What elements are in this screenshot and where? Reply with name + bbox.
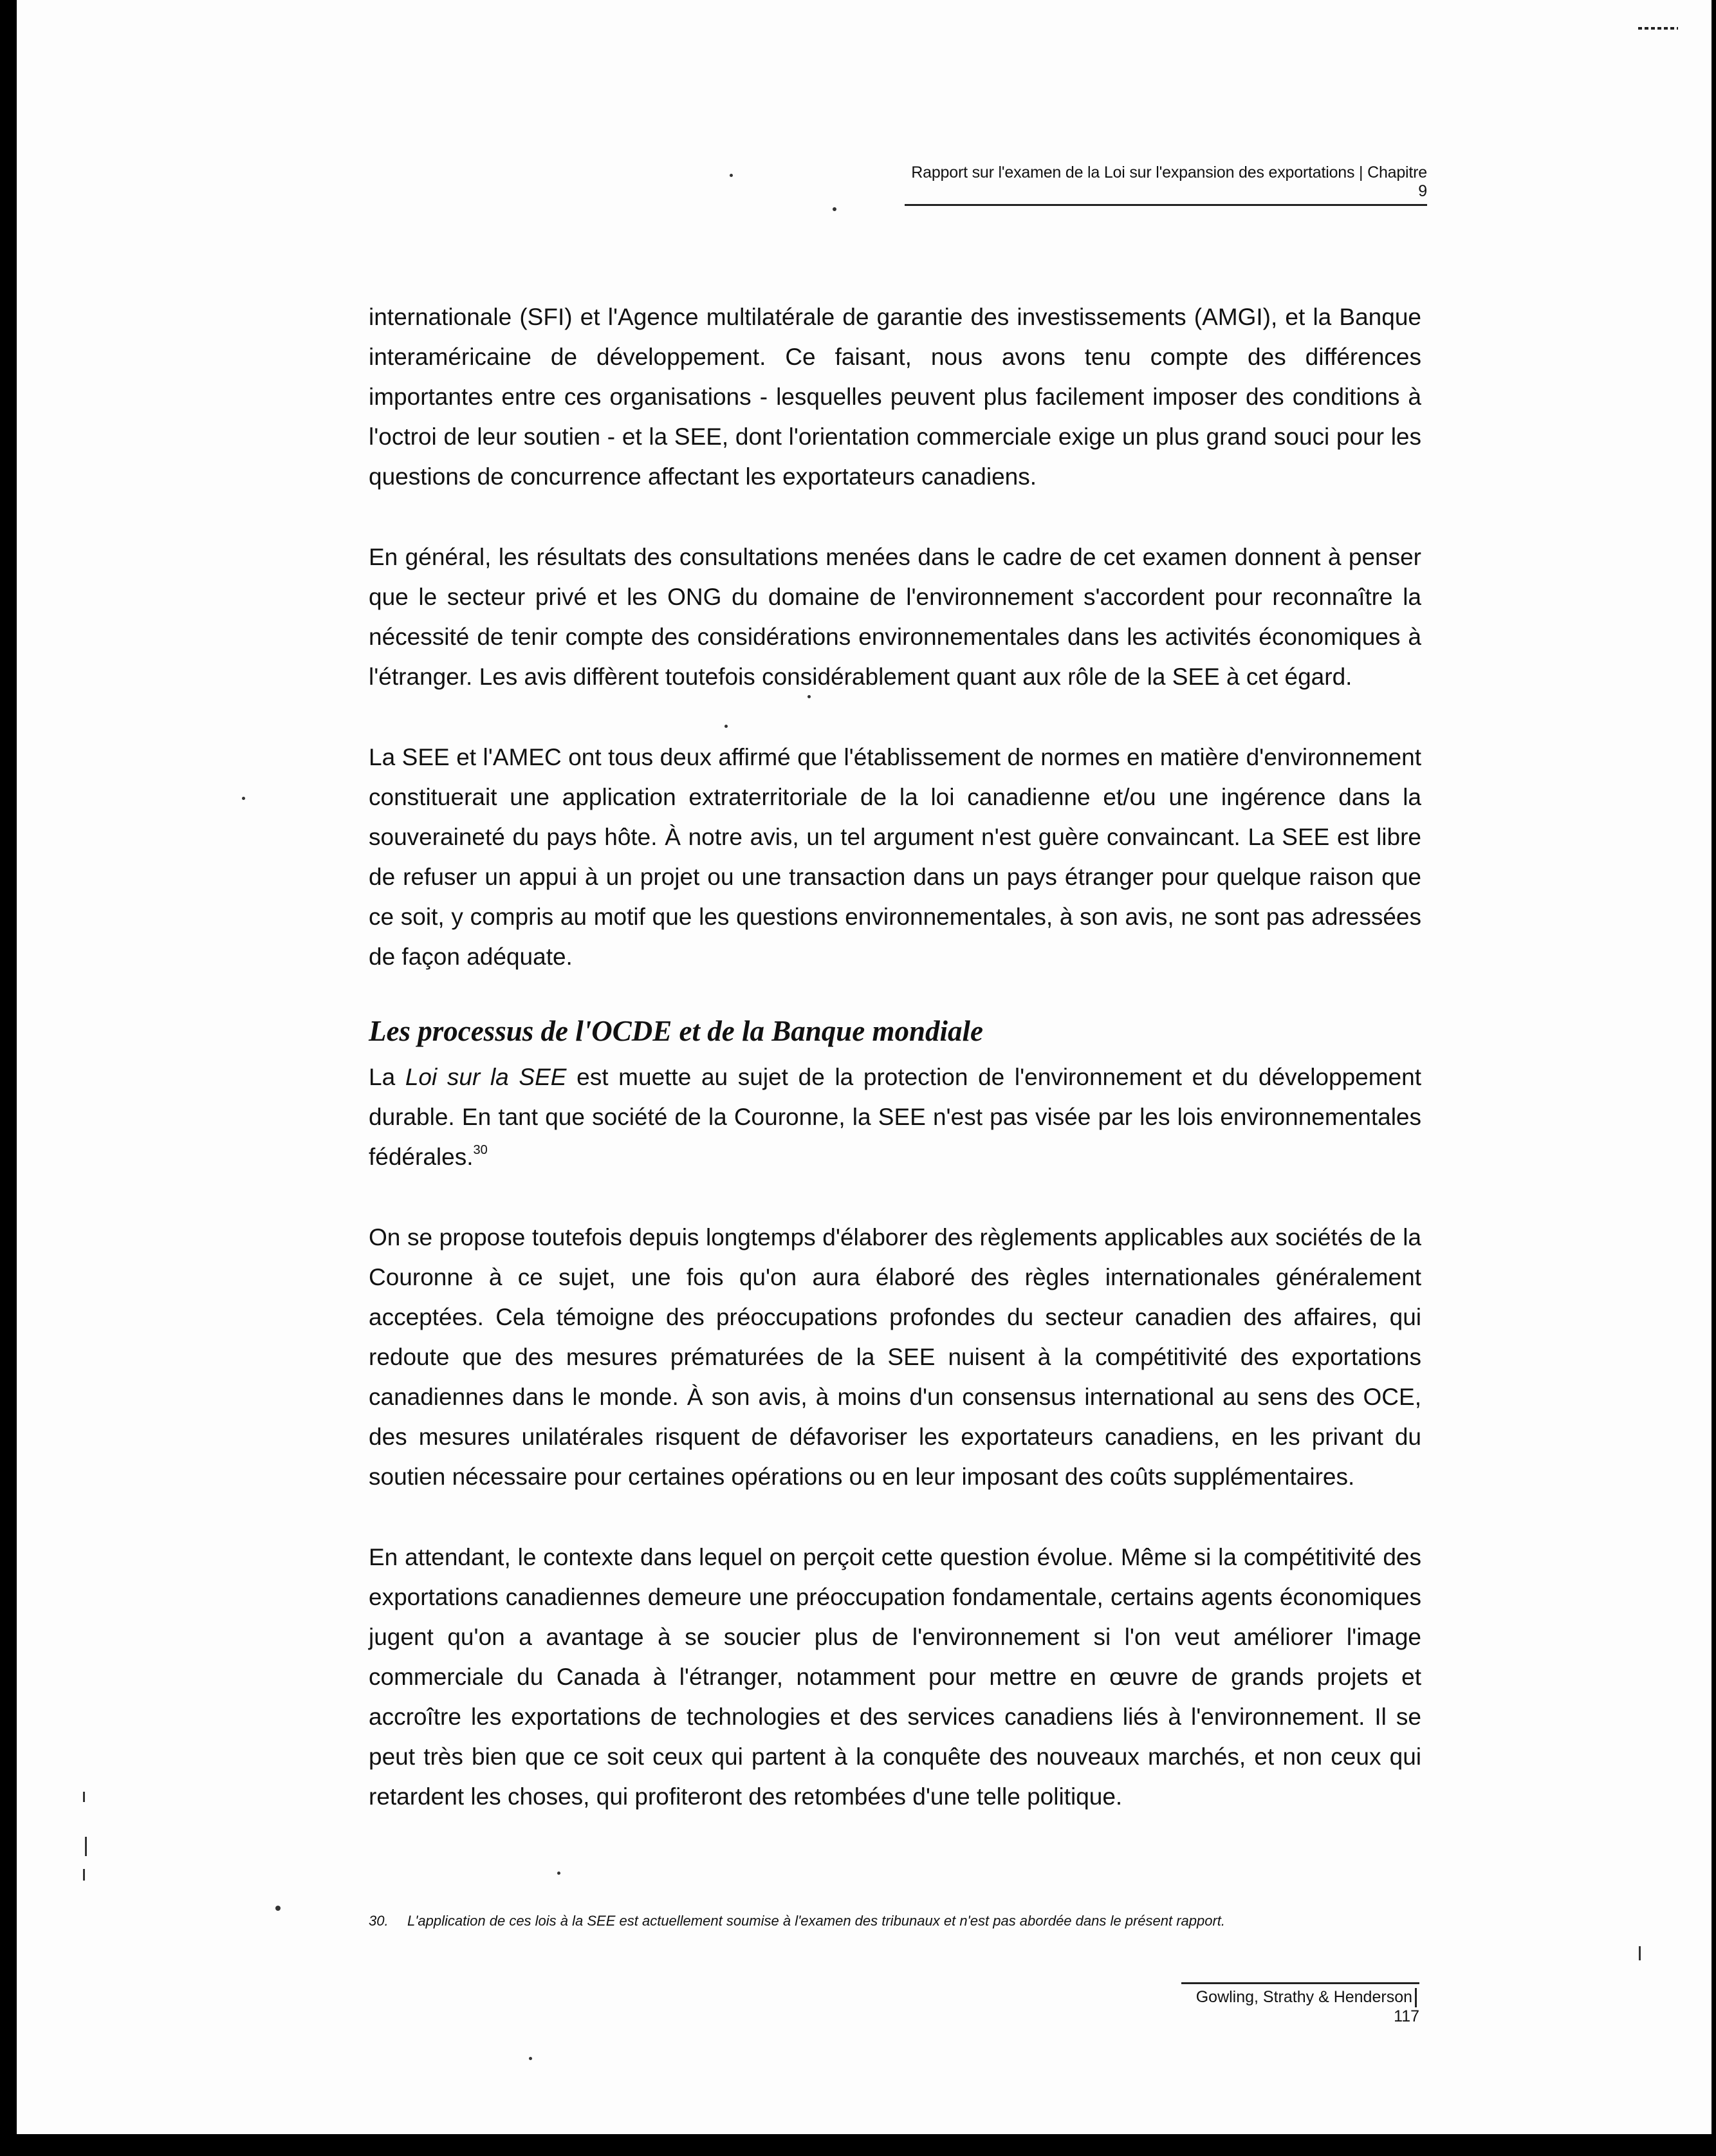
footnote-text: L'application de ces lois à la SEE est actuellement soumise à l'examen des tribunaux et n'est pas abordée dans le présent rapport. (407, 1913, 1226, 1929)
footnote-reference[interactable]: 30 (473, 1143, 488, 1157)
section-heading: Les processus de l'OCDE et de la Banque mondiale (369, 1015, 983, 1047)
scan-speck (807, 695, 811, 698)
running-header: Rapport sur l'examen de la Loi sur l'expansion des exportations | Chapitre 9 (905, 163, 1427, 206)
scan-speck (730, 174, 733, 177)
scan-speck (529, 2057, 532, 2060)
scan-speck (242, 797, 245, 800)
footnote-number: 30. (369, 1913, 389, 1929)
paragraph-lead: La (369, 1064, 405, 1090)
paragraph-rest: est muette au sujet de la protection de l'environnement et du développement durable. En tant que société de la Couronne, la SEE n'est pas visée par les lois environnementales fédérales. (369, 1064, 1421, 1170)
paragraph: La SEE et l'AMEC ont tous deux affirmé que l'établissement de normes en matière d'environnement constituerait une application extraterritoriale de la loi canadienne et/ou une ingérence dans la souveraineté du pays hôte. À notre avis, un tel argument n'est guère convaincant. La SEE est libre de refuser un appui à un projet ou une transaction dans un pays étranger pour quelque raison que ce soit, y compris au motif que les questions environnementales, à son avis, ne sont pas adressées de façon adéquate. (369, 744, 1421, 970)
scan-speck (557, 1872, 560, 1875)
scan-left-edge (0, 0, 17, 2156)
paragraph: En général, les résultats des consultations menées dans le cadre de cet examen donnent à penser que le secteur privé et les ONG du domaine de l'environnement s'accordent pour reconnaître la nécessité de tenir compte des considérations environnementales dans les activités économiques à l'étranger. Les avis diffèrent toutefois considérablement quant aux rôle de la SEE à cet égard. (369, 544, 1421, 690)
scan-mark (83, 1792, 85, 1802)
law-title: Loi sur la SEE (405, 1064, 567, 1090)
scan-corner-mark (1638, 27, 1678, 30)
footer-firm: Gowling, Strathy & Henderson (1195, 1988, 1412, 2006)
scan-speck (833, 207, 836, 211)
scan-mark (1639, 1946, 1641, 1960)
paragraph: internationale (SFI) et l'Agence multilatérale de garantie des investissements (AMGI), et la Banque interaméricaine de développement. Ce faisant, nous avons tenu compte des différences importantes entre ces organisations - lesquelles peuvent plus facilement imposer des conditions à l'octroi de leur soutien - et la SEE, dont l'orientation commerciale exige un plus grand souci pour les questions de concurrence affectant les exportateurs canadiens. (369, 304, 1421, 490)
paragraph: On se propose toutefois depuis longtemps d'élaborer des règlements applicables aux sociétés de la Couronne à ce sujet, une fois qu'on aura élaboré des règles internationales généralement acceptées. Cela témoigne des préoccupations profondes du secteur canadien des affaires, qui redoute que des mesures prématurées de la SEE nuisent à la compétitivité des exportations canadiennes dans le monde. À son avis, à moins d'un consensus international au sens des OCE, des mesures unilatérales risquent de défavoriser les exportateurs canadiens, en les privant du soutien nécessaire pour certaines opérations ou en leur imposant des coûts supplémentaires. (369, 1224, 1421, 1490)
page-footer (1181, 1982, 1419, 2026)
scan-mark (85, 1837, 87, 1856)
scan-speck (275, 1906, 281, 1911)
page-number: 117 (1394, 2007, 1419, 2026)
scan-speck (724, 725, 728, 728)
paragraph (369, 1057, 1421, 1177)
paragraph: En attendant, le contexte dans lequel on perçoit cette question évolue. Même si la compétitivité des exportations canadiennes demeure une préoccupation fondamentale, certains agents économiques jugent qu'on a avantage à se soucier plus de l'environnement si l'on veut améliorer l'image commerciale du Canada à l'étranger, notamment pour mettre en œuvre de grands projets et accroître les exportations de technologies et des services canadiens liés à l'environnement. Il se peut très bien que ce soit ceux qui partent à la conquête des nouveaux marchés, et non ceux qui retardent les choses, qui profiteront des retombées d'une telle politique. (369, 1544, 1421, 1810)
footer-separator (1415, 1988, 1417, 2007)
body-text (369, 297, 1421, 1857)
footnote (369, 1913, 1424, 1929)
document-page (17, 0, 1711, 2134)
scan-mark (83, 1869, 85, 1881)
